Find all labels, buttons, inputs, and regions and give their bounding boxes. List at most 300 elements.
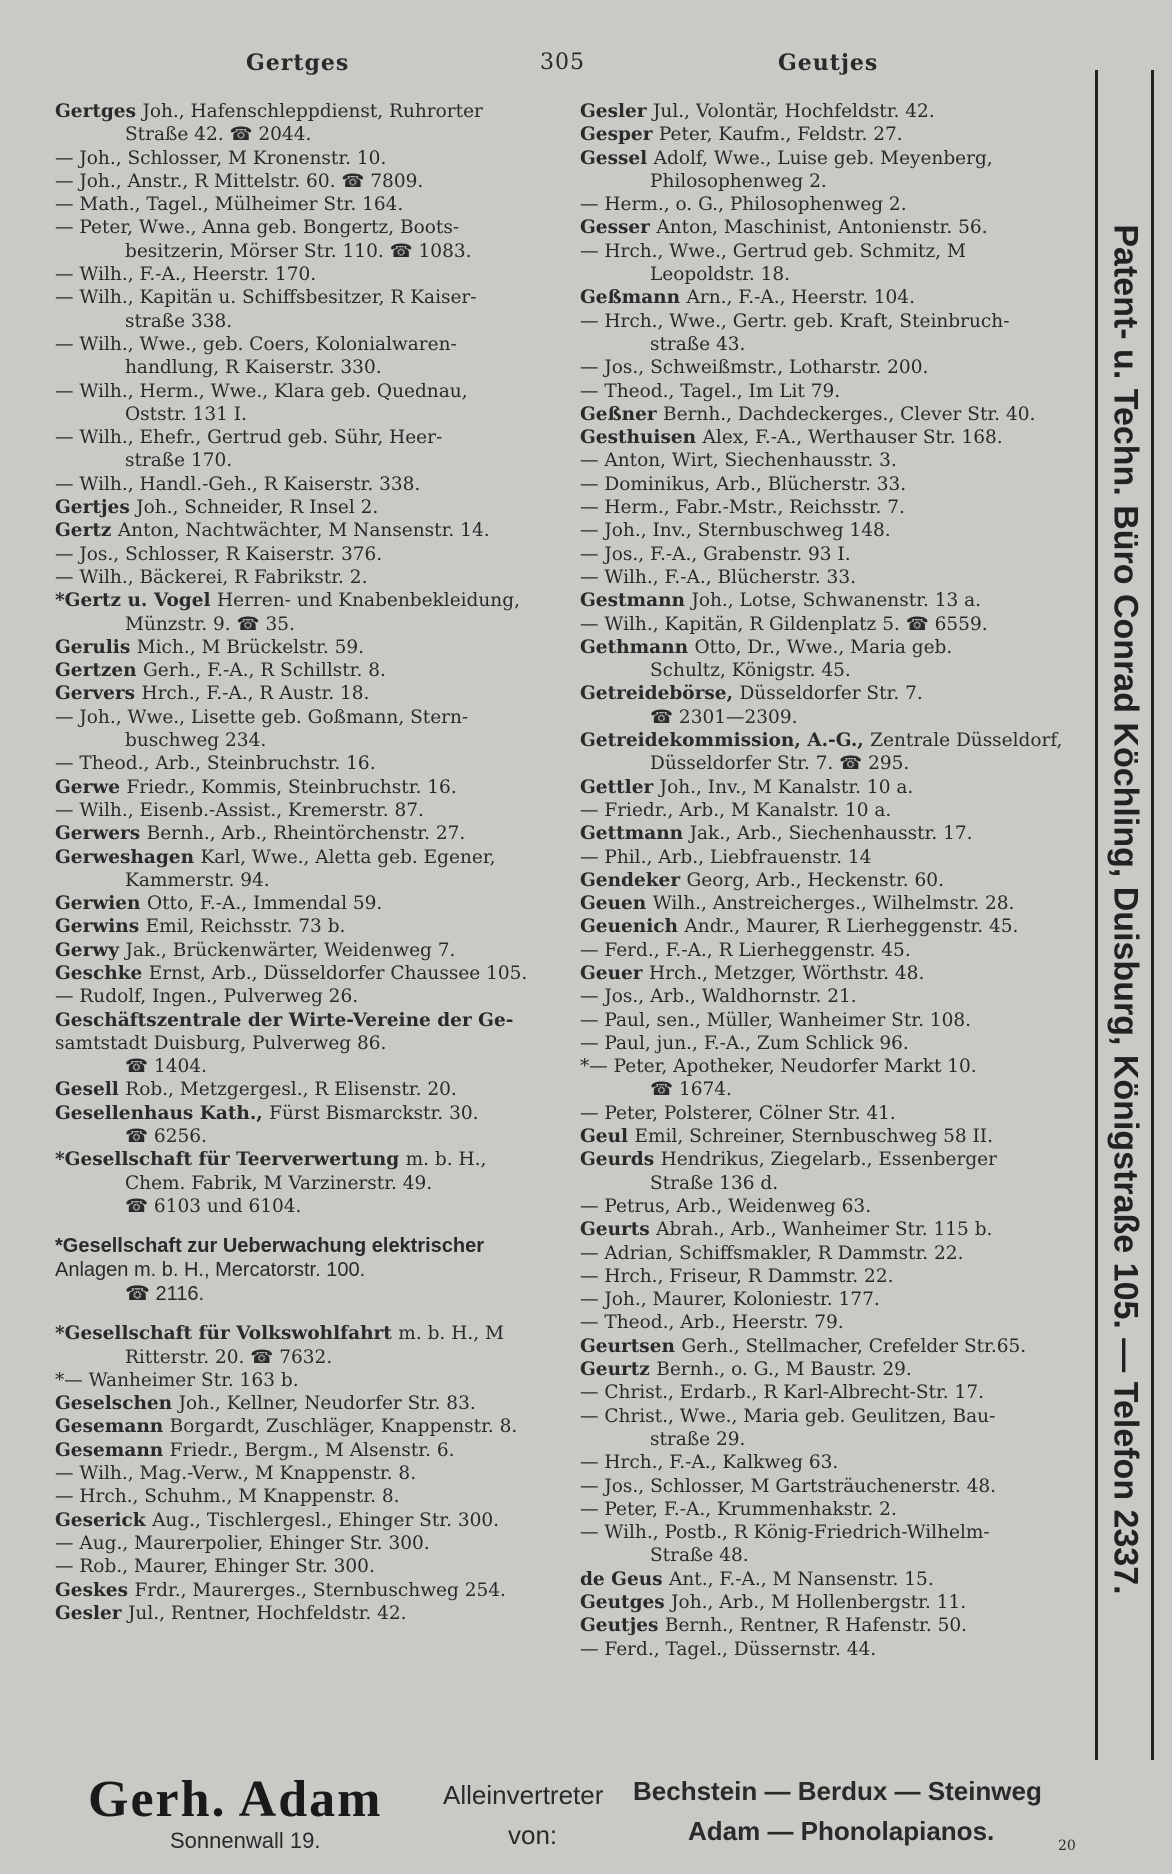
entry-line: [580, 822, 1095, 845]
entry-text: Straße 48.: [650, 1545, 749, 1567]
directory-entry: [55, 776, 555, 799]
directory-entry: [580, 1358, 1095, 1381]
directory-entry: [55, 193, 555, 216]
directory-entry: [55, 846, 555, 893]
entry-line: [580, 1102, 1095, 1125]
directory-entry: [580, 543, 1095, 566]
entry-line: [55, 1602, 555, 1625]
entry-text: — Wilh., Postb., R König-Friedrich-Wilhelm-: [580, 1522, 990, 1544]
entry-line: [580, 706, 1095, 729]
entry-text: Joh., Schneider, R Insel 2.: [136, 497, 379, 519]
directory-entry: [55, 589, 555, 636]
entry-text: — Christ., Erdarb., R Karl-Albrecht-Str. 17.: [580, 1382, 984, 1404]
entry-line: [55, 1369, 555, 1392]
entry-line: [580, 1521, 1095, 1544]
entry-line: [580, 892, 1095, 915]
directory-entry: [55, 1322, 555, 1369]
entry-line: [55, 915, 555, 938]
directory-entry: [55, 333, 555, 380]
entry-line: [55, 170, 555, 193]
entry-name: Gerwien: [55, 893, 147, 915]
entry-text: m. b. H.,: [405, 1149, 487, 1171]
entry-name: Gesellenhaus Kath.,: [55, 1102, 270, 1124]
entry-text: Jak., Arb., Siechenhausstr. 17.: [689, 823, 973, 845]
directory-entry: [580, 1451, 1095, 1474]
directory-entry: [580, 449, 1095, 472]
entry-line: [580, 1242, 1095, 1265]
entry-name: Geuenich: [580, 916, 685, 938]
entry-line: [580, 1358, 1095, 1381]
entry-name: Gertzen: [55, 660, 144, 682]
directory-entry: [55, 1102, 555, 1149]
entry-text: Fürst Bismarckstr. 30.: [269, 1102, 479, 1124]
entry-name: Geurtz: [580, 1359, 657, 1381]
directory-entry: [580, 216, 1095, 239]
entry-name: Geschke: [55, 962, 149, 984]
entry-line: [55, 706, 555, 729]
directory-entry: [55, 1439, 555, 1462]
entry-line: [580, 403, 1095, 426]
entry-text: Gerh., Stellmacher, Crefelder Str.65.: [681, 1335, 1027, 1357]
entry-name: Gesemann: [55, 1439, 170, 1461]
directory-entry: [580, 1335, 1095, 1358]
directory-entry: [580, 1591, 1095, 1614]
entry-text: m. b. H., M: [398, 1323, 504, 1345]
directory-entry: [580, 473, 1095, 496]
entry-text: Peter, Kaufm., Feldstr. 27.: [658, 124, 903, 146]
entry-line: [580, 566, 1095, 589]
directory-entry: [55, 985, 555, 1008]
directory-entry: [55, 100, 555, 147]
entry-text: Alex, F.-A., Werthauser Str. 168.: [702, 427, 1003, 449]
entry-line: [55, 216, 555, 239]
entry-text: — Theod., Arb., Steinbruchstr. 16.: [55, 753, 376, 775]
directory-entry: [580, 1498, 1095, 1521]
entry-text: Wilh., Anstreicherges., Wilhelmstr. 28.: [652, 893, 1015, 915]
directory-entry: [580, 286, 1095, 309]
entry-name: Gertjes: [55, 497, 137, 519]
entry-text: Borgardt, Zuschläger, Knappenstr. 8.: [169, 1416, 518, 1438]
entry-line: [55, 496, 555, 519]
entry-line: [580, 1311, 1095, 1334]
directory-entry: [55, 939, 555, 962]
entry-text: ☎ 2301—2309.: [650, 706, 798, 728]
entry-line: [55, 449, 555, 472]
entry-text: ☎ 1404.: [125, 1056, 207, 1078]
entry-text: — Herm., Fabr.-Mstr., Reichsstr. 7.: [580, 497, 905, 519]
entry-name: Gesemann: [55, 1416, 170, 1438]
directory-entry: [55, 566, 555, 589]
entry-text: Jul., Volontär, Hochfeldstr. 42.: [652, 101, 935, 122]
entry-text: Joh., Hafenschleppdienst, Ruhrorter: [142, 101, 483, 122]
entry-line: [55, 1346, 555, 1369]
directory-entry: [55, 1555, 555, 1578]
directory-entry: [55, 962, 555, 985]
entry-text: *— Wanheimer Str. 163 b.: [55, 1369, 299, 1391]
entry-text: Jak., Brückenwärter, Weidenweg 7.: [125, 939, 456, 961]
entry-text: Bernh., Dachdeckerges., Clever Str. 40.: [663, 403, 1036, 425]
directory-entry: [580, 1195, 1095, 1218]
entry-text: Leopoldstr. 18.: [650, 264, 791, 286]
entry-line: [580, 170, 1095, 193]
entry-text: Rob., Metzgergesl., R Elisenstr. 20.: [125, 1079, 457, 1101]
directory-entry: [55, 1532, 555, 1555]
directory-entry: [55, 1415, 555, 1438]
entry-name: Gerwins: [55, 916, 146, 938]
entry-line: [55, 123, 555, 146]
entry-line: [55, 1579, 555, 1602]
entry-line: [55, 1055, 555, 1078]
entry-line: [55, 543, 555, 566]
entry-name: Geserick: [55, 1509, 153, 1531]
entry-line: [580, 286, 1095, 309]
side-rule: [1151, 70, 1154, 1760]
entry-name: Gesler: [580, 101, 653, 122]
directory-entry: [580, 1381, 1095, 1404]
entry-line: [580, 356, 1095, 379]
entry-name: Geutjes: [580, 1615, 665, 1637]
entry-line: [580, 100, 1095, 123]
directory-entry: [580, 915, 1095, 938]
entry-line: [580, 1335, 1095, 1358]
directory-entry: [580, 1102, 1095, 1125]
entry-line: [580, 682, 1095, 705]
entry-text: Anton, Nachtwächter, M Nansenstr. 14.: [117, 520, 490, 542]
entry-line: [55, 729, 555, 752]
directory-entry: [55, 543, 555, 566]
entry-text: — Joh., Maurer, Koloniestr. 177.: [580, 1289, 880, 1311]
directory-entry: [55, 752, 555, 775]
entry-line: [580, 193, 1095, 216]
directory-entry: [580, 985, 1095, 1008]
entry-line: [55, 1148, 555, 1171]
entry-line: [55, 636, 555, 659]
directory-entry: [55, 682, 555, 705]
directory-entry: [580, 729, 1095, 776]
entry-line: [580, 613, 1095, 636]
entry-line: [580, 1055, 1095, 1078]
entry-name: Gerulis: [55, 636, 137, 658]
directory-entry: [55, 1509, 555, 1532]
entry-line: [55, 1392, 555, 1415]
entry-name: Gesper: [580, 124, 659, 146]
entry-text: Otto, Dr., Wwe., Maria geb.: [694, 636, 953, 658]
entry-text: Frdr., Maurerges., Sternbuschweg 254.: [134, 1579, 506, 1601]
entry-text: — Jos., Schlosser, R Kaiserstr. 376.: [55, 543, 383, 565]
entry-text: Joh., Arb., M Hollenbergstr. 11.: [671, 1592, 967, 1613]
directory-entry: [580, 193, 1095, 216]
entry-text: Aug., Tischlergesl., Ehinger Str. 300.: [152, 1509, 500, 1531]
entry-text: — Jos., Arb., Waldhornstr. 21.: [580, 986, 857, 1008]
entry-text: — Peter, Polsterer, Cölner Str. 41.: [580, 1102, 896, 1124]
entry-line: [55, 822, 555, 845]
directory-entry: [580, 496, 1095, 519]
directory-entry: [55, 1234, 555, 1306]
entry-name: Geurds: [580, 1149, 661, 1171]
entry-text: Hrch., Metzger, Wörthstr. 48.: [648, 962, 925, 984]
entry-text: Kammerstr. 94.: [125, 869, 270, 891]
entry-line: [580, 496, 1095, 519]
entry-text: Hendrikus, Ziegelarb., Essenberger: [660, 1149, 997, 1171]
directory-entry: [580, 1614, 1095, 1637]
directory-entry: [580, 846, 1095, 869]
entry-text: Andr., Maurer, R Lierheggenstr. 45.: [684, 916, 1019, 938]
directory-entry: [55, 1392, 555, 1415]
entry-name: Geurts: [580, 1219, 657, 1241]
entry-text: *— Peter, Apotheker, Neudorfer Markt 10.: [580, 1056, 977, 1078]
entry-text: — Herm., o. G., Philosophenweg 2.: [580, 194, 907, 216]
entry-text: Zentrale Düsseldorf,: [870, 730, 1063, 752]
header-right: Geutjes: [778, 50, 879, 76]
directory-entry: [580, 1288, 1095, 1311]
directory-entry: [55, 380, 555, 427]
entry-line: [580, 1451, 1095, 1474]
entry-text: Friedr., Kommis, Steinbruchstr. 16.: [126, 776, 457, 798]
entry-text: — Phil., Arb., Liebfrauenstr. 14: [580, 846, 872, 868]
entry-line: [55, 939, 555, 962]
entry-text: Straße 42. ☎ 2044.: [125, 124, 312, 146]
entry-line: [580, 962, 1095, 985]
entry-name: Gesthuisen: [580, 427, 703, 449]
directory-entry: [55, 1369, 555, 1392]
entry-line: [55, 1462, 555, 1485]
directory-entry: [55, 1078, 555, 1101]
directory-entry: [580, 1311, 1095, 1334]
entry-name: Gettler: [580, 776, 660, 798]
entry-text: Emil, Schreiner, Sternbuschweg 58 II.: [634, 1126, 994, 1148]
directory-entry: [55, 1579, 555, 1602]
entry-line: [580, 752, 1095, 775]
ad-of: von:: [508, 1820, 558, 1850]
entry-text: Jul., Rentner, Hochfeldstr. 42.: [127, 1602, 407, 1624]
entry-text: — Ferd., F.-A., R Lierheggenstr. 45.: [580, 939, 911, 961]
entry-line: [580, 310, 1095, 333]
entry-name: Geuer: [580, 962, 649, 984]
entry-text: ☎ 6256.: [125, 1126, 207, 1148]
entry-line: [580, 869, 1095, 892]
entry-text: Düsseldorfer Str. 7. ☎ 295.: [650, 753, 910, 775]
directory-entry: [580, 1032, 1095, 1055]
directory-entry: [580, 1521, 1095, 1568]
entry-name: Geurtsen: [580, 1335, 682, 1357]
entry-line: [580, 915, 1095, 938]
entry-text: Ritterstr. 20. ☎ 7632.: [125, 1346, 333, 1368]
directory-entry: [580, 1218, 1095, 1241]
entry-text: — Friedr., Arb., M Kanalstr. 10 a.: [580, 799, 892, 821]
entry-line: [55, 1555, 555, 1578]
entry-name: *Gertz u. Vogel: [55, 590, 217, 612]
entry-line: [580, 729, 1095, 752]
entry-text: — Christ., Wwe., Maria geb. Geulitzen, Bau-: [580, 1405, 996, 1427]
entry-text: Anlagen m. b. H., Mercatorstr. 100.: [55, 1259, 366, 1282]
entry-line: [580, 1032, 1095, 1055]
entry-name: *Gesellschaft für Teerverwertung: [55, 1149, 406, 1171]
entry-text: — Joh., Anstr., R Mittelstr. 60. ☎ 7809.: [55, 170, 424, 192]
directory-entry: [55, 1148, 555, 1218]
entry-line: [580, 449, 1095, 472]
side-rule: [1095, 70, 1098, 1760]
entry-line: [580, 216, 1095, 239]
entry-text: ☎ 6103 und 6104.: [125, 1195, 302, 1217]
entry-text: — Joh., Schlosser, M Kronenstr. 10.: [55, 147, 387, 169]
entry-text: — Wilh., F.-A., Heerstr. 170.: [55, 264, 317, 286]
directory-entry: [55, 915, 555, 938]
entry-name: Geßmann: [580, 287, 687, 309]
directory-entry: [55, 892, 555, 915]
entry-line: [580, 263, 1095, 286]
entry-line: [55, 892, 555, 915]
directory-entry: [55, 1009, 555, 1079]
directory-entry: [580, 636, 1095, 683]
entry-line: [55, 1078, 555, 1101]
entry-text: — Hrch., F.-A., Kalkweg 63.: [580, 1452, 839, 1474]
entry-line: [55, 985, 555, 1008]
directory-entry: [580, 1009, 1095, 1032]
entry-text: — Petrus, Arb., Weidenweg 63.: [580, 1195, 872, 1217]
entry-text: straße 170.: [125, 450, 233, 472]
entry-text: Herren- und Knabenbekleidung,: [216, 590, 520, 612]
entry-line: [55, 240, 555, 263]
entry-line: [580, 1265, 1095, 1288]
entry-text: Georg, Arb., Heckenstr. 60.: [686, 869, 944, 891]
entry-line: [580, 589, 1095, 612]
entry-text: Hrch., F.-A., R Austr. 18.: [141, 683, 370, 705]
directory-entry: [55, 473, 555, 496]
entry-line: [580, 1475, 1095, 1498]
entry-text: — Wilh., Kapitän u. Schiffsbesitzer, R Kaiser-: [55, 287, 477, 309]
entry-line: [580, 799, 1095, 822]
directory-entry: [580, 426, 1095, 449]
entry-line: [580, 1381, 1095, 1404]
entry-line: [580, 1172, 1095, 1195]
entry-line: [55, 752, 555, 775]
print-mark: 20: [1058, 1838, 1076, 1854]
entry-name: Gesser: [580, 217, 657, 239]
directory-entry: [55, 216, 555, 263]
ad-sole-agent: Alleinvertreter: [443, 1780, 604, 1810]
entry-name: Gesler: [55, 1602, 128, 1624]
entry-line: [580, 776, 1095, 799]
entry-line: [580, 519, 1095, 542]
entry-text: — Ferd., Tagel., Düssernstr. 44.: [580, 1638, 877, 1660]
entry-text: Friedr., Bergm., M Alsenstr. 6.: [169, 1439, 455, 1461]
entry-text: — Wilh., Wwe., geb. Coers, Kolonialwaren-: [55, 333, 457, 355]
directory-entry: [580, 356, 1095, 379]
entry-name: Geskes: [55, 1579, 135, 1601]
entry-line: [55, 333, 555, 356]
directory-entry: [55, 1462, 555, 1485]
entry-line: [55, 473, 555, 496]
entry-line: [55, 776, 555, 799]
entry-name: Gessel: [580, 147, 654, 169]
entry-line: [55, 799, 555, 822]
entry-name: Getreidebörse,: [580, 683, 740, 705]
entry-text: Münzstr. 9. ☎ 35.: [125, 613, 295, 635]
entry-text: — Adrian, Schiffsmakler, R Dammstr. 22.: [580, 1242, 964, 1264]
directory-entry: [580, 566, 1095, 589]
directory-entry: [580, 939, 1095, 962]
entry-line: [55, 1532, 555, 1555]
entry-text: Otto, F.-A., Immendal 59.: [146, 893, 383, 915]
directory-entry: [580, 380, 1095, 403]
directory-entry: [580, 1568, 1095, 1591]
entry-name: Gerwers: [55, 823, 147, 845]
entry-name: Gertz: [55, 520, 118, 542]
left-column: [55, 100, 555, 1625]
entry-line: [55, 426, 555, 449]
directory-entry: [55, 170, 555, 193]
directory-entry: [55, 263, 555, 286]
directory-entry: [580, 123, 1095, 146]
entry-name: Gertges: [55, 101, 143, 122]
entry-text: Straße 136 d.: [650, 1172, 779, 1194]
entry-name: *Gesellschaft für Volkswohlfahrt: [55, 1323, 399, 1345]
entry-line: [580, 939, 1095, 962]
entry-line: [55, 1195, 555, 1218]
entry-text: Joh., Kellner, Neudorfer Str. 83.: [178, 1393, 476, 1415]
directory-entry: [580, 892, 1095, 915]
entry-text: Karl, Wwe., Aletta geb. Egener,: [200, 846, 496, 868]
directory-entry: [55, 1602, 555, 1625]
directory-entry: [580, 403, 1095, 426]
entry-name: Gerwy: [55, 939, 126, 961]
entry-name: de Geus: [580, 1568, 670, 1590]
entry-text: — Rob., Maurer, Ehinger Str. 300.: [55, 1556, 375, 1578]
entry-line: [580, 426, 1095, 449]
entry-text: — Wilh., Bäckerei, R Fabrikstr. 2.: [55, 566, 368, 588]
entry-text: handlung, R Kaiserstr. 330.: [125, 357, 382, 379]
directory-entry: [580, 1242, 1095, 1265]
entry-text: Ant., F.-A., M Nansenstr. 15.: [669, 1568, 934, 1590]
entry-line: [55, 589, 555, 612]
directory-entry: [580, 962, 1095, 985]
directory-entry: [580, 310, 1095, 357]
entry-name: Gerweshagen: [55, 846, 201, 868]
directory-entry: [580, 1405, 1095, 1452]
directory-entry: [55, 636, 555, 659]
entry-text: — Hrch., Wwe., Gertrud geb. Schmitz, M: [580, 240, 966, 262]
directory-entry: [580, 240, 1095, 287]
directory-entry: [580, 1148, 1095, 1195]
entry-line: [55, 1439, 555, 1462]
entry-line: [55, 1322, 555, 1345]
side-advertisement: [1095, 70, 1155, 1760]
entry-line: [580, 147, 1095, 170]
directory-entry: [55, 426, 555, 473]
entry-line: [55, 1282, 555, 1306]
directory-entry: [580, 100, 1095, 123]
directory-entry: [55, 822, 555, 845]
ad-address: Sonnenwall 19.: [170, 1828, 321, 1853]
entry-line: [580, 1148, 1095, 1171]
entry-line: [580, 659, 1095, 682]
entry-text: — Wilh., Kapitän, R Gildenplatz 5. ☎ 6559.: [580, 613, 988, 635]
entry-line: [580, 1125, 1095, 1148]
entry-text: besitzerin, Mörser Str. 110. ☎ 1083.: [125, 240, 472, 262]
entry-text: straße 338.: [125, 310, 233, 332]
entry-name: Geul: [580, 1126, 635, 1148]
entry-text: — Paul, jun., F.-A., Zum Schlick 96.: [580, 1032, 909, 1054]
entry-line: [580, 1078, 1095, 1101]
entry-line: [55, 380, 555, 403]
directory-entry: [580, 1265, 1095, 1288]
entry-line: [580, 240, 1095, 263]
entry-text: — Wilh., Herm., Wwe., Klara geb. Quednau,: [55, 380, 468, 402]
entry-line: [580, 1568, 1095, 1591]
directory-entry: [580, 799, 1095, 822]
ad-brands-line1: Bechstein — Berdux — Steinweg: [633, 1776, 1042, 1806]
entry-line: [55, 1172, 555, 1195]
